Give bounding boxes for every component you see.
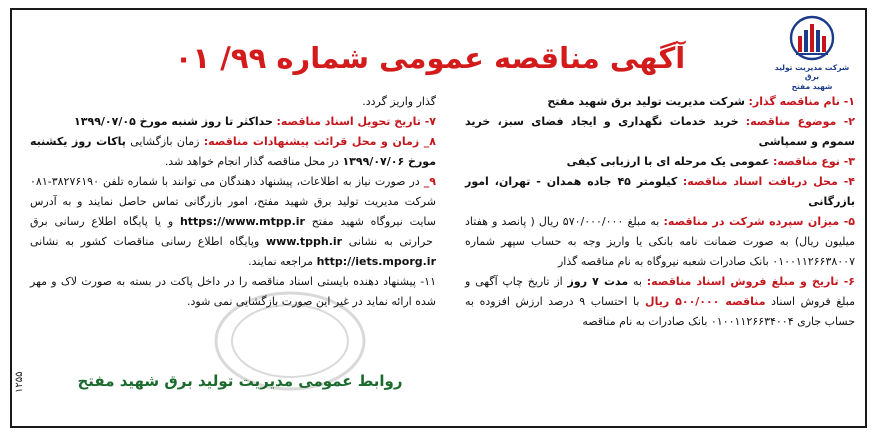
- item-5-label: ۵- میزان سپرده شرکت در مناقصه:: [663, 215, 855, 228]
- item-9-label: ۹_: [423, 175, 436, 188]
- site-url-tpph[interactable]: www.tpph.ir: [265, 235, 343, 248]
- item-9-value-c: وپایگاه اطلاع رسانی مناقصات کشور به نشانی: [30, 235, 260, 248]
- item-9: [30, 172, 436, 272]
- ad-code: ۱۲۵۵: [14, 371, 25, 393]
- item-7-value: حداکثر تا روز شنبه مورخ ۱۳۹۹/۰۷/۰۵: [74, 115, 273, 128]
- item-4-label: ۴- محل دریافت اسناد مناقصه:: [682, 175, 856, 188]
- item-9-value-b: و یا پایگاه اطلاع رسانی برق حرارتی به نشانی: [30, 215, 433, 248]
- item-5: [465, 212, 855, 272]
- item-1-value: شرکت مدیریت تولید برق شهید مفتح: [547, 95, 745, 108]
- item-6: [465, 272, 855, 332]
- item-6-value-b: از تاریخ چاپ آگهی و مبلغ فروش اسناد: [465, 275, 855, 308]
- left-column: [30, 92, 436, 312]
- company-logo: [771, 14, 853, 90]
- item-8-value-a: زمان بازگشایی: [125, 135, 200, 148]
- item-9-value-d: مراجعه نمایند.: [248, 255, 314, 268]
- item-4: [465, 172, 855, 212]
- item-8-value-bold: پاکات روز یکشنبه مورخ ۱۳۹۹/۰۷/۰۶: [30, 135, 436, 168]
- item-4-value: کیلومتر ۴۵ جاده همدان - تهران، امور بازرگانی: [465, 175, 855, 208]
- item-3-value: عمومی یک مرحله ای با ارزیابی کیفی: [566, 155, 770, 168]
- item-5-value: به مبلغ ۵۷۰/۰۰۰/۰۰۰ ریال ( پانصد و هفتاد میلیون ریال) به صورت ضمانت نامه بانکی یا واریز وجه به حساب سپهر شماره ۰۱۰۰۱۱۲۶۶۳۸۰۰۷ بانک صادرات شعبه نیروگاه به نام مناقصه گذار: [465, 215, 855, 268]
- signature: روابط عمومی مدیریت تولید برق شهید مفتح: [77, 372, 403, 390]
- item-3: [465, 152, 855, 172]
- item-7-label: ۷- تاریخ تحویل اسناد مناقصه:: [276, 115, 436, 128]
- item-3-label: ۳- نوع مناقصه:: [772, 155, 855, 168]
- item-2-value: خرید خدمات نگهداری و ایجاد فضای سبز، خرید سموم و سمپاشی: [465, 115, 855, 148]
- logo-caption-2: شهید مفتح: [791, 82, 833, 91]
- item-6-label: ۶- تاریخ و مبلغ فروش اسناد مناقصه:: [646, 275, 856, 288]
- ad-header: [10, 8, 867, 90]
- item-8-value-b: در محل مناقصه گذار انجام خواهد شد.: [164, 155, 339, 168]
- ad-title: آگهی مناقصه عمومی شماره ۹۹/ ۰۱: [174, 41, 686, 75]
- item-8: [30, 132, 436, 172]
- item-6-value-c: با احتساب ۹ درصد ارزش افزوده به حساب جاری ۰۱۰۰۱۱۲۶۶۳۴۰۰۴ بانک صادرات به نام مناقصه: [465, 295, 855, 328]
- item-2-label: ۲- موضوع مناقصه:: [745, 115, 855, 128]
- logo-caption-1: شرکت مدیریت تولید برق: [774, 63, 850, 81]
- item-2: [465, 112, 855, 152]
- power-plant-logo-icon: [784, 14, 840, 62]
- item-1: [465, 92, 855, 112]
- site-url-iets[interactable]: http://iets.mporg.ir: [316, 255, 436, 268]
- item-6-value-a: به: [628, 275, 642, 288]
- site-url-mtpp[interactable]: https://www.mtpp.ir: [179, 215, 305, 228]
- item-9-value-a: در صورت نیاز به اطلاعات، پیشنهاد دهندگان می توانند با شماره تلفن ۳۸۲۷۶۱۹۰-۰۸۱ شرکت مدیریت تولید برق شهید مفتح، امور بازرگانی تماس حاصل نمایند و به آدرس سایت نیروگاه شهید مفتح: [30, 175, 436, 228]
- right-column: [465, 92, 855, 332]
- item-7: [30, 112, 436, 132]
- item-6-duration: مدت ۷ روز: [567, 275, 629, 288]
- item-11: ۱۱- پیشنهاد دهنده بایستی اسناد مناقصه را در داخل پاکت در بسته به صورت لاک و مهر شده ارائه نماید در غیر این صورت بازگشایی نمی شود.: [30, 275, 436, 308]
- item-6-price: مناقصه ۵۰۰/۰۰۰ ریال: [645, 295, 766, 308]
- item-8-label: ۸_ زمان و محل قرائت پیشنهادات مناقصه:: [203, 135, 436, 148]
- item-1-label: ۱- نام مناقصه گذار:: [748, 95, 855, 108]
- continuation-line: گذار واریز گردد.: [362, 95, 436, 108]
